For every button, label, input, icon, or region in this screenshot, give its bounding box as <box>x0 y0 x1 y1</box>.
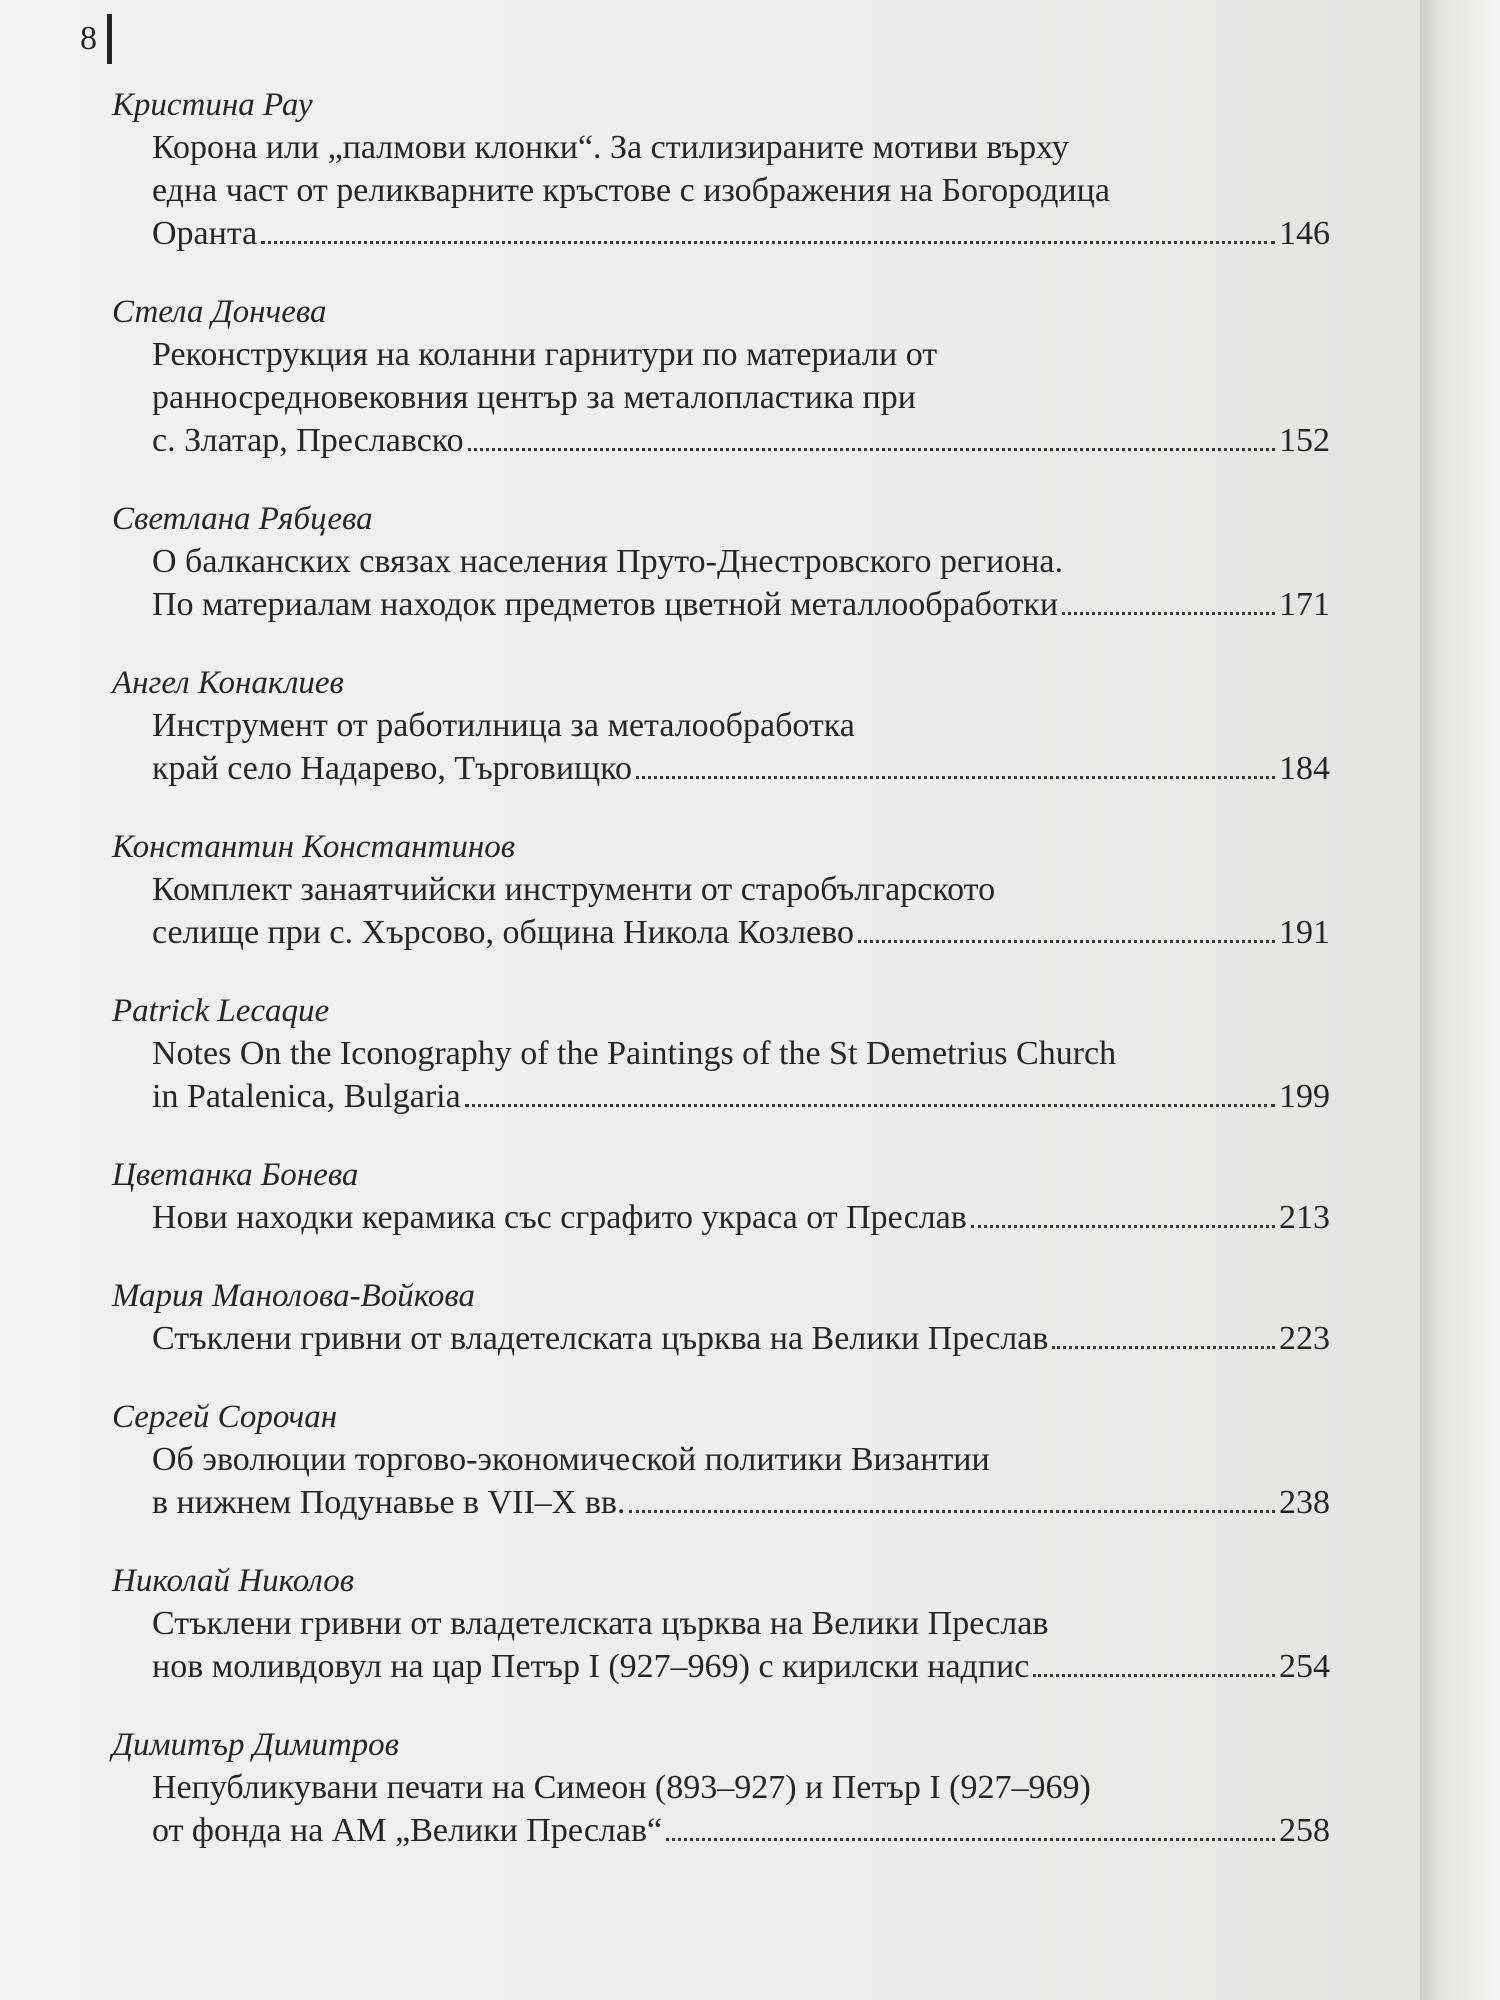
toc-title-last-line <box>0 747 1420 790</box>
dot-leader <box>629 1510 1275 1513</box>
page-header <box>80 14 112 64</box>
toc-title-last-line <box>0 1196 1420 1239</box>
toc-title-line: една част от реликварните кръстове с изображения на Богородица <box>152 172 1110 209</box>
toc-author: Светлана Рябцева <box>112 501 373 537</box>
toc-title-line: Стъклени гривни от владетелската църква на Велики Преслав <box>152 1605 1049 1642</box>
toc-title-line: Комплект занаятчийски инструменти от старобългарското <box>152 871 996 908</box>
toc-title-line: Корона или „палмови клонки“. За стилизираните мотиви върху <box>152 129 1069 166</box>
toc-page-number: 254 <box>1279 1648 1330 1685</box>
header-rule <box>107 14 112 64</box>
page-gutter-shadow <box>1420 0 1500 2000</box>
toc-entry <box>0 1275 1420 1360</box>
dot-leader <box>1033 1674 1275 1677</box>
toc-author: Сергей Сорочан <box>112 1399 338 1435</box>
toc-title-last-line <box>0 583 1420 626</box>
toc-page-number: 184 <box>1279 750 1330 787</box>
toc-title-line: Непубликувани печати на Симеон (893–927) и Петър I (927–969) <box>152 1769 1091 1806</box>
toc-author: Стела Дончева <box>112 294 327 330</box>
toc-entry <box>0 1396 1420 1524</box>
toc-title-last-line <box>0 1075 1420 1118</box>
toc-author: Цветанка Бонева <box>112 1157 359 1193</box>
toc-entry <box>0 84 1420 255</box>
toc-page-number: 213 <box>1279 1199 1330 1236</box>
dot-leader <box>1062 612 1275 615</box>
toc-title-line: с. Златар, Преславско <box>152 422 464 459</box>
toc-title-line: ранносредновековния център за металопластика при <box>152 379 916 416</box>
toc-entry <box>0 662 1420 790</box>
toc-title-last-line <box>0 1317 1420 1360</box>
toc-page-number: 171 <box>1279 586 1330 623</box>
toc-entry <box>0 291 1420 462</box>
toc-entry <box>0 826 1420 954</box>
toc-author: Константин Константинов <box>112 829 516 865</box>
toc-title-line: О балканских связах населения Пруто-Днестровского региона. <box>152 543 1064 580</box>
toc-title-line: в нижнем Подунавье в VII–X вв. <box>152 1484 626 1521</box>
toc-author: Димитър Димитров <box>112 1727 399 1763</box>
toc-title-last-line <box>0 1809 1420 1852</box>
toc-page-number: 258 <box>1279 1812 1330 1849</box>
toc-author: Кристина Рау <box>112 87 313 123</box>
dot-leader <box>636 776 1275 779</box>
dot-leader <box>858 940 1275 943</box>
toc-page-number: 238 <box>1279 1484 1330 1521</box>
toc-title-line: Реконструкция на коланни гарнитури по материали от <box>152 336 938 373</box>
dot-leader <box>468 448 1275 451</box>
toc-author: Patrick Lecaque <box>112 993 330 1029</box>
toc-page-number: 146 <box>1279 215 1330 252</box>
toc-author: Мария Манолова-Войкова <box>112 1278 475 1314</box>
toc-entry <box>0 1560 1420 1688</box>
toc-title-line: Оранта <box>152 215 258 252</box>
toc-title-line: По материалам находок предметов цветной металлообработки <box>152 586 1059 623</box>
dot-leader <box>261 241 1275 244</box>
toc-title-line: Стъклени гривни от владетелската църква на Велики Преслав <box>152 1320 1049 1357</box>
toc-entry <box>0 1724 1420 1852</box>
toc-title-line: Notes On the Iconography of the Paintings of the St Demetrius Church <box>152 1035 1117 1072</box>
toc-page-number: 191 <box>1279 914 1330 951</box>
toc-title-line: селище при с. Хърсово, община Никола Козлево <box>152 914 854 951</box>
toc-author: Ангел Конаклиев <box>112 665 344 701</box>
toc-title-line: край село Надарево, Търговищко <box>152 750 632 787</box>
dot-leader <box>971 1225 1275 1228</box>
toc-title-line: Об эволюции торгово-экономической политики Византии <box>152 1441 990 1478</box>
toc-title-last-line <box>0 1645 1420 1688</box>
toc-title-line: Инструмент от работилница за металообработка <box>152 707 855 744</box>
dot-leader <box>465 1104 1275 1107</box>
toc-title-last-line <box>0 419 1420 462</box>
page-number: 8 <box>80 20 97 57</box>
toc-page-number: 199 <box>1279 1078 1330 1115</box>
table-of-contents <box>0 84 1420 1888</box>
toc-entry <box>0 498 1420 626</box>
toc-title-last-line <box>0 1481 1420 1524</box>
toc-title-line: нов моливдовул на цар Петър I (927–969) с кирилски надпис <box>152 1648 1030 1685</box>
dot-leader <box>1052 1346 1275 1349</box>
toc-title-line: от фонда на АМ „Велики Преслав“ <box>152 1812 663 1849</box>
toc-title-line: Нови находки керамика със сграфито украса от Преслав <box>152 1199 967 1236</box>
toc-title-line: in Patalenica, Bulgaria <box>152 1078 461 1115</box>
dot-leader <box>666 1838 1275 1841</box>
toc-page-number: 223 <box>1279 1320 1330 1357</box>
toc-entry <box>0 1154 1420 1239</box>
toc-page-number: 152 <box>1279 422 1330 459</box>
toc-title-last-line <box>0 911 1420 954</box>
toc-title-last-line <box>0 212 1420 255</box>
toc-entry <box>0 990 1420 1118</box>
toc-author: Николай Николов <box>112 1563 355 1599</box>
